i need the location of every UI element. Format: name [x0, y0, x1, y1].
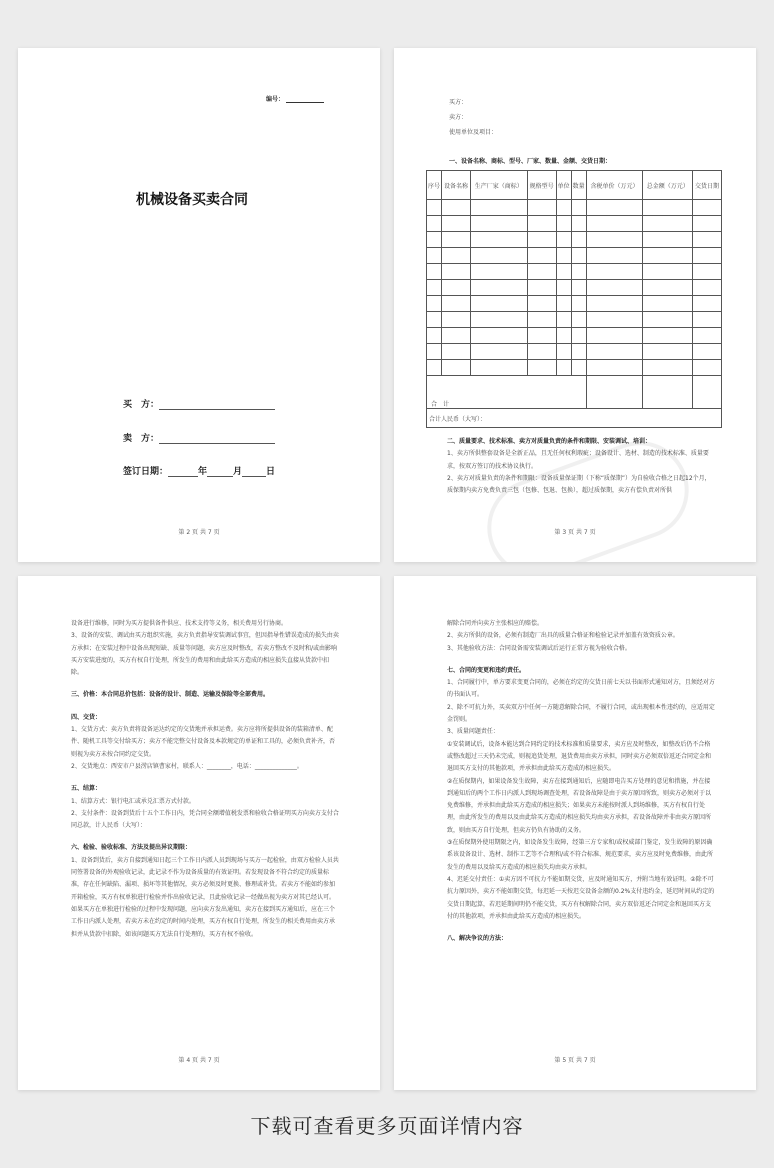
contract-page-terms-1	[18, 576, 380, 1090]
table-row	[427, 216, 722, 232]
paragraph: 3、设备的安装、调试由买方组织实施，卖方负责指导安装调试事宜，但因指导性错误造成的损失由卖方承担；在安装过程中设备出现短缺、质量等问题，卖方应及时整改，若卖方整改不及时和/或由影响买方安装进度的，买方有权自行处理，所发生的费用和由此给买方造成的相应损失直接从货款中扣除。	[71, 632, 339, 677]
equipment-table	[426, 170, 722, 428]
paragraph: ②在质保期内，如果设备发生故障，卖方在接到通知后，应随即电告买方处理的意见和措施，并在接到通知后的两个工作日内派人到现场调查处理，若设备故障是由于卖方原因所致，则卖方必须对于以免费维修，并承担由此给买方造成的相应损失；如果卖方未能按时派人到场维修，买方有权自行处理，由此所发生的费用以及由此给买方造成的相应损失均由卖方承担，若设备故障并非由卖方原因所致，则由买方自行处理，但卖方仍负有协助的义务。	[447, 777, 712, 834]
paragraph: 3、质量问题责任：	[447, 728, 499, 736]
table-row	[427, 312, 722, 328]
seller-blank	[159, 434, 275, 444]
section-heading: 一、设备名称、商标、型号、厂家、数量、金额、交货日期：	[449, 158, 612, 165]
paragraph: ③在质保期外使用期限之内，如设备发生故障，经第三方专家和/或权威部门鉴定，发生故障的原因确系该设备设计、选材、制作工艺等不合理和/或不符合标准、规范要求，卖方应及时免费维修，由此所发生的费用以及给买方造成的相应损失均由卖方承担。	[447, 839, 714, 871]
table-header-cell: 序号	[427, 171, 442, 200]
quality-section: 二、质量要求、技术标准、卖方对质量负责的条件和期限、安装调试、培训： 1、卖方所供整套设备是全新正品，且无任何权利瑕疵；设备设计、选材、制造的技术标准、质量要求，按双方签订的技术协议执行。 2、卖方对质量负责的条件和期限：设备质量保证期（下称“质保期”）为自验收合格之日起12个月，质保期内卖方免费负责三包（包修、包退、包换），超过质保期，卖方有偿负责对所供	[447, 438, 711, 495]
table-header-row	[427, 171, 722, 200]
table-rmb-row: 合计人民币（大写）：	[427, 409, 722, 428]
seller-line: 卖 方：	[123, 431, 275, 444]
paragraph: 1、结算方式：银行电汇或承兑汇票方式付款。	[71, 797, 195, 805]
section-heading: 四、交货：	[71, 713, 102, 721]
section-heading: 五、结算：	[71, 785, 102, 793]
contract-page-terms-2	[394, 576, 756, 1090]
page-footer: 第 3 页 共 7 页	[554, 529, 596, 536]
paragraph: 1、交货方式：卖方负责将设备运达约定的交货地并承担运费。卖方应将所提供设备的装箱清单、配件、随机工具等交付给买方；卖方不能完整交付设备及本款规定的单证和工具的，必须负责补齐，否则视为卖方未按合同约定交货。	[71, 726, 336, 758]
table-header-cell: 生产厂家（商标）	[470, 171, 527, 200]
table-row	[427, 280, 722, 296]
paragraph: 设备进行维修，同时为买方提供备件供应、技术支持等义务，相关费用另行协商。	[71, 620, 288, 627]
table-header-cell: 含税单价（万元）	[586, 171, 643, 200]
terms-text	[447, 618, 716, 945]
table-header-cell: 总金额（万元）	[643, 171, 693, 200]
section-heading: 六、检验、验收标准、方法及提出异议期限：	[71, 844, 192, 852]
paragraph: 解除合同并向卖方主张相应的赔偿。	[447, 620, 544, 627]
party-info: 买方： 卖方： 使用单位及项目：	[449, 99, 498, 136]
paragraph: 2、卖方所供的设备，必须有制造厂出具的质量合格证和检验记录并加盖有效资质公章。	[447, 632, 679, 640]
paragraph: 4、迟延交付责任：①卖方因不可抗力不能如期交货，应及时通知买方，并附当地有效证明。②除不可抗力原因外，卖方不能如期交货，每迟延一天按迟交设备金额的0.2%支付违约金，延迟时间从约定的交货日期起算，若迟延期间明仍不能交货，买方有权解除合同，卖方双倍返还合同定金和退回买方支付的其他款项，并承担由此给买方造成的相应损失。	[447, 875, 715, 920]
paragraph	[71, 679, 340, 689]
page-footer: 第 2 页 共 7 页	[178, 529, 220, 536]
download-caption: 下载可查看更多页面详情内容	[250, 1114, 524, 1138]
buyer-line: 买 方：	[123, 397, 275, 410]
table-row	[427, 344, 722, 360]
table-row	[427, 296, 722, 312]
paragraph	[447, 923, 716, 933]
section-heading: 七、合同的变更和违约责任。	[447, 666, 526, 674]
paragraph	[71, 832, 340, 842]
page-footer: 第 5 页 共 7 页	[554, 1057, 596, 1064]
table-row	[427, 360, 722, 376]
contract-number-blank	[286, 96, 324, 103]
buyer-blank	[159, 400, 275, 410]
section-heading: 八、解决争议的方法：	[447, 935, 508, 943]
table-row	[427, 248, 722, 264]
paragraph: 1、合同履行中，单方要求变更合同的，必须在约定的交货日前七天以书面形式通知对方，且须经对方的书面认可。	[447, 679, 715, 699]
paragraph: 2、支付条件：设备到货后十五个工作日内，凭合同全额增值税发票和验收合格证明买方向卖方支付合同总款，计人民币（大写）：	[71, 809, 339, 830]
paragraph: 2、除不可抗力外，买卖双方中任何一方随意解除合同，不履行合同，或出现根本性违约的，应适用定金罚则。	[447, 703, 715, 724]
table-row	[427, 264, 722, 280]
contract-number: 编号：	[266, 94, 324, 103]
table-header-cell: 单位	[556, 171, 571, 200]
table-header-cell: 交货日期	[693, 171, 722, 200]
contract-page-equipment	[394, 48, 756, 562]
page-footer: 第 4 页 共 7 页	[178, 1057, 220, 1064]
table-row	[427, 232, 722, 248]
sign-date-line: 签订日期： 年 月 日	[123, 467, 276, 477]
section-heading: 三、价格：本合同总价包括：设备的设计、制造、运输及保险等全部费用。	[71, 691, 270, 699]
paragraph: ①安装调试后，设备本能达到合同约定的技术标准和质量要求，卖方应及时整改，如整改后仍不合格或整改超过三天仍未完成，则视追货处理，退货费用由卖方承担，同时卖方必须双倍返还合同定金和退回买方支付的其他款项，并承担由此给买方造成的相应损失。	[447, 740, 712, 773]
table-row	[427, 328, 722, 344]
paragraph: 3、其他验收方法：合同设备需安装调试后运行正常方视为验收合格。	[447, 644, 631, 652]
table-row	[427, 200, 722, 216]
paragraph: 1、设备到货后，卖方自接到通知日起三个工作日内派人员到现场与买方一起检验，由双方检验人员共同签署设备的外观验收记录，此记录不作为设备质量的有效证明。若发现设备不符合约定的质量标准，存在任何缺陷、漏项、损坏等其他情况，卖方必须及时更换、修理或补货。若卖方不能如约参加开箱检验，买方有权单独进行检验并作出验收记录，且此验收记录一经做出视为卖方对其已经认可。如果买方在单独进行检验的过程中发现问题，应向卖方发出通知，卖方在接到买方通知后，应在三个工作日内派人处理，若卖方未在约定的时间内处理，买方有权自行处理，所发生的相关费用由卖方承担并从货款中扣除，如该问题买方无法自行处理的，买方有权不验收。	[71, 856, 339, 938]
table-total-row: 合 计	[427, 376, 722, 409]
paragraph	[447, 655, 716, 665]
paragraph	[71, 773, 340, 783]
table-header-cell: 设备名称	[442, 171, 471, 200]
terms-text	[71, 618, 340, 941]
table-header-cell: 规格型号	[527, 171, 556, 200]
table-header-cell: 数量	[571, 171, 586, 200]
contract-page-cover	[18, 48, 380, 562]
contract-title: 机械设备买卖合同	[136, 192, 248, 208]
paragraph	[71, 702, 340, 712]
paragraph: 2、交货地点：西安市户县涝店镇曹家村，联系人：________，电话：______________。	[71, 762, 303, 770]
